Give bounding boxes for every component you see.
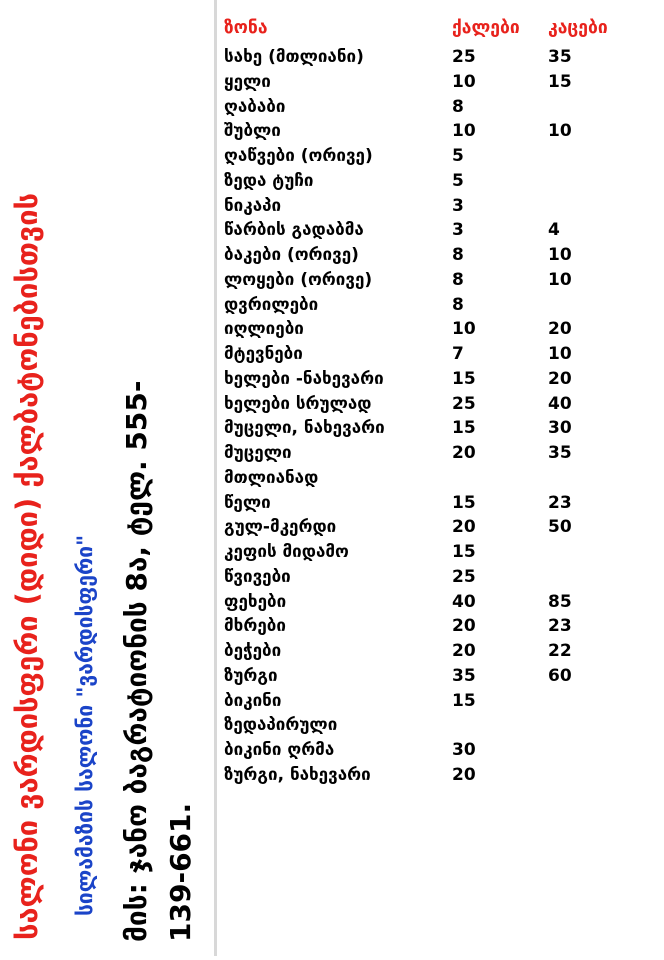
cell-price-men: 10 — [548, 269, 572, 290]
cell-zone: ზურგი, ნახევარი — [224, 764, 371, 785]
cell-price-women: 8 — [452, 245, 464, 265]
cell-price-men: 20 — [548, 319, 572, 340]
table-row — [224, 567, 636, 592]
cell-price-men — [548, 468, 636, 493]
table-row — [224, 295, 636, 320]
cell-price-men: 10 — [548, 245, 572, 265]
cell-zone: ზურგი — [224, 665, 278, 686]
cell-price-women: 20 — [452, 616, 476, 637]
cell-zone: მუცელი — [224, 443, 292, 463]
cell-price-women: 7 — [452, 344, 464, 364]
price-table-head — [224, 18, 636, 47]
cell-zone: მუცელი, ნახევარი — [224, 418, 385, 439]
table-row — [224, 196, 636, 221]
cell-zone: ბიკინი ღრმა — [224, 740, 335, 760]
cell-price-women: 25 — [452, 393, 476, 414]
table-row — [224, 666, 636, 691]
cell-price-women: 8 — [452, 294, 464, 315]
cell-zone: ბეჭები — [224, 641, 282, 661]
table-row — [224, 344, 636, 369]
salon-subtitle: სილამაზის სალონი "ვარდისფერი" — [73, 534, 97, 916]
cell-zone: ბიკინი — [224, 690, 282, 711]
table-header-row — [224, 18, 636, 47]
cell-price-women: 20 — [452, 764, 476, 785]
cell-price-men — [548, 542, 636, 567]
table-row — [224, 146, 636, 171]
cell-price-men: 60 — [548, 665, 572, 686]
table-row — [224, 715, 636, 740]
table-row — [224, 270, 636, 295]
cell-price-women: 10 — [452, 319, 476, 340]
cell-zone: ფეხები — [224, 591, 287, 612]
cell-price-women: 3 — [452, 220, 464, 241]
cell-price-men: 22 — [548, 641, 572, 661]
column-header-zone: ზონა — [224, 18, 268, 38]
cell-price-women: 15 — [452, 690, 476, 711]
cell-price-women — [452, 468, 548, 493]
cell-price-men: 10 — [548, 121, 572, 142]
cell-zone: ხელები -ნახევარი — [224, 368, 384, 389]
cell-price-men — [548, 196, 636, 221]
cell-price-women: 35 — [452, 665, 476, 686]
cell-price-men: 35 — [548, 47, 572, 67]
cell-price-men — [548, 715, 636, 740]
cell-price-men: 4 — [548, 220, 560, 241]
cell-zone: იღლიები — [224, 319, 304, 340]
cell-zone: ლოყები (ორივე) — [224, 269, 373, 290]
cell-zone: წარბის გადაბმა — [224, 220, 364, 241]
table-row — [224, 394, 636, 419]
table-row — [224, 245, 636, 270]
cell-price-men — [548, 567, 636, 592]
table-row — [224, 616, 636, 641]
table-row — [224, 47, 636, 72]
table-row — [224, 171, 636, 196]
cell-price-women: 10 — [452, 71, 476, 92]
table-row — [224, 493, 636, 518]
cell-zone: ყელი — [224, 71, 271, 92]
cell-price-men — [548, 740, 636, 765]
cell-price-women: 15 — [452, 542, 476, 562]
cell-zone: დვრილები — [224, 294, 319, 315]
cell-price-men: 35 — [548, 443, 572, 463]
cell-price-men: 23 — [548, 492, 572, 513]
cell-zone: წვივები — [224, 566, 291, 587]
table-row — [224, 468, 636, 493]
table-row — [224, 369, 636, 394]
cell-zone: ღაბაბი — [224, 96, 286, 117]
cell-price-women: 20 — [452, 443, 476, 463]
cell-zone: გულ-მკერდი — [224, 517, 337, 538]
table-row — [224, 592, 636, 617]
table-row — [224, 72, 636, 97]
cell-price-women: 30 — [452, 740, 476, 760]
cell-price-men — [548, 295, 636, 320]
price-table-area — [224, 0, 664, 960]
table-row — [224, 319, 636, 344]
cell-zone: ზედაპირული — [224, 715, 338, 736]
cell-price-women: 15 — [452, 492, 476, 513]
table-row — [224, 517, 636, 542]
cell-price-women: 25 — [452, 47, 476, 67]
column-header-men: კაცები — [548, 18, 608, 38]
price-table-body — [224, 47, 636, 790]
cell-zone: მხრები — [224, 616, 286, 637]
cell-price-women: 20 — [452, 641, 476, 661]
cell-price-women: 20 — [452, 517, 476, 538]
cell-zone: ნიკაპი — [224, 195, 282, 216]
cell-zone: მტევნები — [224, 344, 303, 364]
cell-price-men — [548, 691, 636, 716]
cell-price-women: 5 — [452, 170, 464, 191]
advertisement-panel — [0, 0, 214, 960]
cell-price-men: 85 — [548, 591, 572, 612]
cell-zone: სახე (მთლიანი) — [224, 47, 364, 67]
cell-price-women: 15 — [452, 418, 476, 439]
table-row — [224, 97, 636, 122]
table-row — [224, 443, 636, 468]
vertical-divider — [214, 0, 217, 960]
cell-price-women: 10 — [452, 121, 476, 142]
column-header-women: ქალები — [452, 18, 520, 38]
cell-price-men — [548, 146, 636, 171]
table-row — [224, 691, 636, 716]
cell-zone: კეფის მიდამო — [224, 542, 349, 562]
table-row — [224, 740, 636, 765]
cell-price-men: 30 — [548, 418, 572, 439]
cell-price-men — [548, 97, 636, 122]
table-row — [224, 418, 636, 443]
cell-price-men — [548, 171, 636, 196]
cell-zone: ბაკები (ორივე) — [224, 245, 359, 265]
cell-zone: მთლიანად — [224, 467, 319, 488]
cell-price-men: 23 — [548, 616, 572, 637]
cell-price-men: 20 — [548, 368, 572, 389]
cell-zone: ხელები სრულად — [224, 393, 372, 414]
cell-price-women: 8 — [452, 96, 464, 117]
cell-price-men: 10 — [548, 344, 572, 364]
table-row — [224, 641, 636, 666]
cell-price-women: 5 — [452, 146, 464, 166]
table-row — [224, 121, 636, 146]
table-row — [224, 542, 636, 567]
price-table — [224, 18, 636, 790]
cell-zone: ზედა ტუჩი — [224, 170, 314, 191]
cell-price-women: 3 — [452, 195, 464, 216]
cell-price-women: 40 — [452, 591, 476, 612]
salon-address-line-2: 139-661. — [164, 802, 197, 942]
cell-zone: შუბლი — [224, 121, 281, 142]
cell-price-women — [452, 715, 548, 740]
cell-zone: ღაწვები (ორივე) — [224, 146, 373, 166]
cell-price-women: 25 — [452, 566, 476, 587]
table-row — [224, 765, 636, 790]
cell-price-men — [548, 765, 636, 790]
salon-title: სალონი ვარდისფერი (დიდი) ქალბატონებისთვის — [10, 192, 44, 940]
table-row — [224, 220, 636, 245]
page-bottom-edge — [0, 956, 664, 960]
salon-address-line-1: მის: ჯანო ბაგრატიონის 8ა, ტელ. 555- — [120, 380, 153, 942]
cell-price-men: 40 — [548, 393, 572, 414]
cell-price-men: 50 — [548, 517, 572, 538]
cell-zone: წელი — [224, 492, 271, 513]
cell-price-men: 15 — [548, 71, 572, 92]
cell-price-women: 8 — [452, 269, 464, 290]
cell-price-women: 15 — [452, 368, 476, 389]
